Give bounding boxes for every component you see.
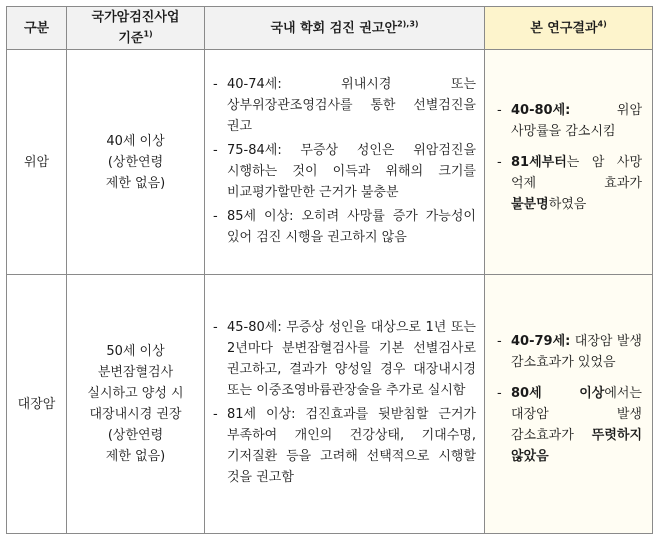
list-item: - 75-84세: 무증상 성인은 위암검진을 시행하는 것이 이득과 위해의 크기를 비교평가할만한 근거가 불충분 <box>213 142 476 200</box>
recommendation-cell <box>205 275 485 534</box>
result-cell <box>485 50 653 275</box>
table-row-colorectal <box>7 275 653 534</box>
list-item: - 45-80세: 무증상 성인을 대상으로 1년 또는 2년마다 분변잠혈검사를 기본 선별검사로 권고하고, 결과가 양성일 경우 대장내시경 또는 이중조영바륨관장술을 추가로 실시함 <box>213 320 476 398</box>
header-category: 구분 <box>7 7 67 50</box>
screening-comparison-table <box>6 6 653 534</box>
category-cell: 위암 <box>7 50 67 275</box>
recommendation-cell <box>205 50 485 275</box>
list-item: - 85세 이상: 오히려 사망률 증가 가능성이 있어 검진 시행을 권고하지 않음 <box>213 208 476 245</box>
list-item: - 81세부터는 암 사망 억제 효과가 불분명하였음 <box>497 154 642 212</box>
header-study-result: 본 연구결과$^{4)}$ <box>485 7 653 50</box>
list-item: - 40-79세: 대장암 발생 감소효과가 있었음 <box>497 334 642 370</box>
header-national-standard: 국가암검진사업 기준$^{1)}$ <box>67 7 205 50</box>
header-row <box>7 7 653 50</box>
result-cell <box>485 275 653 534</box>
list-item: - 40-74세: 위내시경 또는 상부위장관조영검사를 통한 선별검진을 권고 <box>213 76 476 134</box>
list-item: - 40-80세: 위암 사망률을 감소시킴 <box>497 102 642 139</box>
standard-cell: 40세 이상 (상한연령 제한 없음) <box>67 50 205 275</box>
list-item: - 80세 이상에서는 대장암 발생 감소효과가 뚜렷하지 않았음 <box>497 386 642 464</box>
table-row-gastric <box>7 50 653 275</box>
category-cell: 대장암 <box>7 275 67 534</box>
standard-cell: 50세 이상 분변잠혈검사 실시하고 양성 시 대장내시경 권장 (상한연령 제한 없음) <box>67 275 205 534</box>
list-item: - 81세 이상: 검진효과를 뒷받침할 근거가 부족하여 개인의 건강상태, 기대수명, 기저질환 등을 고려해 선택적으로 시행할 것을 권고함 <box>213 407 476 485</box>
header-society-recommendation: 국내 학회 검진 권고안$^{2),3)}$ <box>205 7 485 50</box>
